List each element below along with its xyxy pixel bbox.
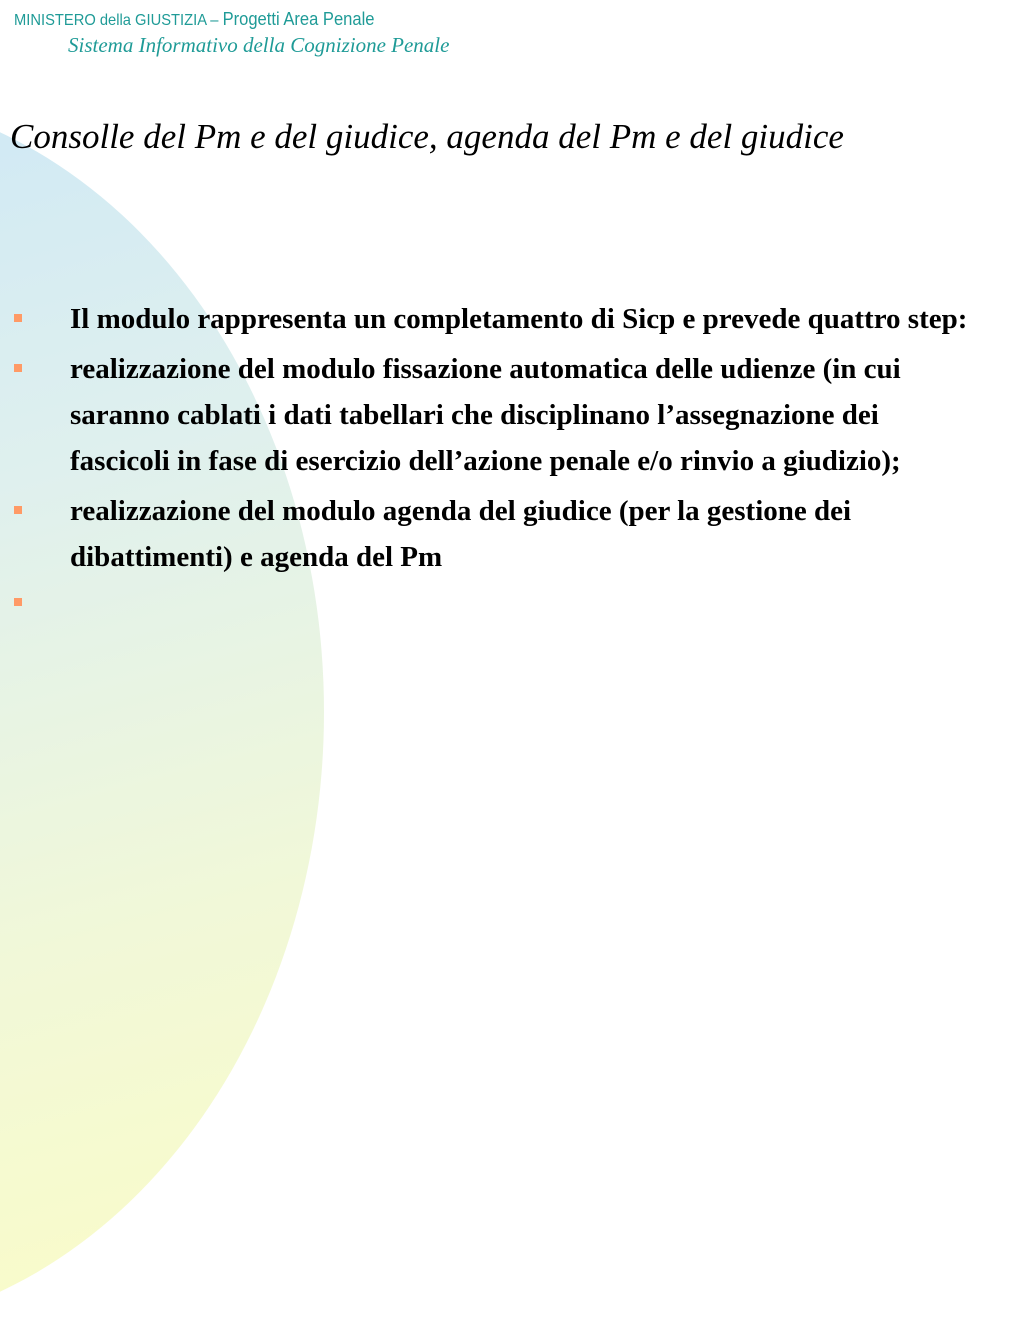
bullet-square-icon [14,506,22,514]
bullet-square-icon [14,314,22,322]
bullet-text: Il modulo rappresenta un completamento di Sicp e prevede quattro step: [70,303,968,335]
slide-title: Consolle del Pm e del giudice, agenda del Pm e del giudice [10,117,844,156]
bullet-text: realizzazione del modulo fissazione automatica delle udienze (in cui saranno cablati i dati tabellari che disciplinano l’assegnazione dei fascicoli in fase di esercizio dell’azione penale e/o rinvio a giudizio); [70,353,901,477]
header-project: Progetti Area Penale [222,9,375,29]
bullet-item [14,346,974,484]
bullet-item-empty [14,584,974,606]
bullet-square-icon [14,598,22,606]
bullet-square-icon [14,364,22,372]
header-system-name: Sistema Informativo della Cognizione Penale [68,33,450,57]
bullet-item [14,296,974,342]
bullet-text: realizzazione del modulo agenda del giudice (per la gestione dei dibattimenti) e agenda del Pm [70,495,852,573]
bullet-item [14,488,974,580]
header-org: MINISTERO della GIUSTIZIA – [14,12,223,29]
bullet-list [14,296,974,610]
